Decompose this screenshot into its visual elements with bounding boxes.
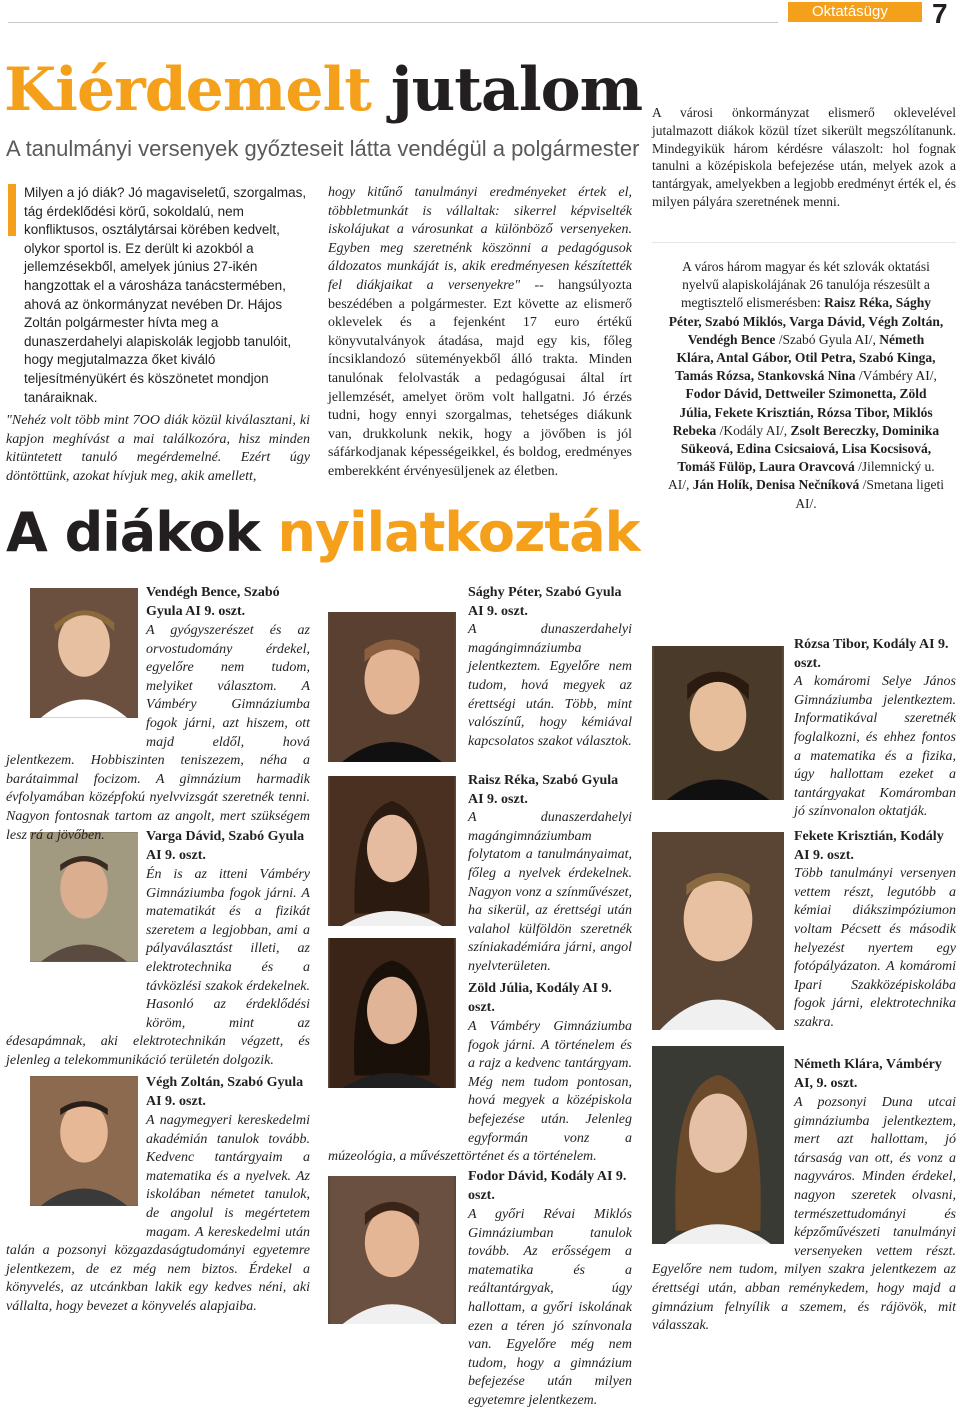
title-word-2: jutalom [390, 55, 643, 125]
student-text: A dunaszerdahelyi magángimnáziumba jelentkeztem. Egyelőre nem tudom, hová megyek az érettségi után. Több, mint valószínű, hogy kémiával kapcsolatos szakot választok. [468, 622, 632, 749]
student-name: Végh Zoltán, Szabó Gyula AI 9. oszt. [146, 1075, 304, 1109]
title-word-1: Kiérdemelt [4, 55, 372, 125]
student-text: A nagymegyeri kereskedelmi akadémián tanulok tovább. Kedvenc tantárgyaim a matematika és a nyelvek. Az iskolában németet tanulok, de angolul is megértetem magam. A kereskedelmi után talán a pozsonyi közgazdaságtudományi egyetemre jelentkezem, de ez még nem biztos. Érdekel a könyvelés, az utcánkban lakik egy kedves néni, aki vállalta, hogy bevezet a könyvelés alapjaiba. [6, 1113, 310, 1314]
winners-school-3: /Kodály AI/, [716, 422, 791, 438]
student-text: Én is az itteni Vámbéry Gimnáziumba fogok járni. A matematikát és a fizikát szeretem a legjobban, ami a pályaválasztást illeti, az elektrotechnika és a távközlési szakok érdekelnek. Hasonló az érdeklődési köröm, mint az édesapámnak, aki elektrotechnikán végzett, és jelenleg a telekommunikáció területén dolgozik. [6, 867, 310, 1068]
student-name: Raisz Réka, Szabó Gyula AI 9. oszt. [468, 773, 619, 807]
winners-group-2: Németh Klára, Antal Gábor, Otil Petra, Szabó Kinga, Tamás Rózsa, Stankovská Nina [675, 331, 936, 384]
student-text: A győri Révai Miklós Gimnáziumban tanulok tovább. Az erősségem a matematika és a reáltantárgyak, úgy hallottam, a győri iskolának ezen a téren jó színvonala van. Egyelőre még nem tudom, hogy a gimnázium befejezése után milyen egyetemre jelentkezem. [468, 1207, 632, 1408]
student-name: Vendégh Bence, Szabó Gyula AI 9. oszt. [146, 585, 280, 619]
student-vendegh-text [6, 622, 310, 845]
student-zold-block [468, 980, 632, 1017]
student-text: A pozsonyi Duna utcai gimnáziumba jelentkeztem, mert azt hallottam, jó társaság van ott, és vonz a nagyváros. Minden érdekel, nagyon szeretek olvasni, természettudományi és képzőművészeti tanulmányi versenyeken vettem részt. Egyelőre nem tudom, milyen szakra jelentkezem az érettségi után, abban reménykedem, hogy majd a gimnázium felnyílik a szemem, és rájövök, mit válasszak. [652, 1095, 956, 1334]
section-tag: Oktatásügy [788, 2, 922, 22]
float-spacer [6, 1112, 146, 1242]
student-name: Fodor Dávid, Kodály AI 9. oszt. [468, 1169, 627, 1203]
student-varga-text [6, 866, 310, 1071]
article-subtitle: A tanulmányi versenyek győzteseit látta vendégül a polgármester [6, 136, 640, 161]
student-rozsa-block [794, 636, 956, 822]
student-name: Rózsa Tibor, Kodály AI 9. oszt. [794, 637, 949, 671]
winners-group-3: Fodor Dávid, Dettweiler Szimonetta, Zöld Júlia, Fekete Krisztián, Rózsa Tibor, Miklós Rebeka [672, 386, 933, 438]
portrait-fodor-david [328, 1176, 456, 1324]
column-2-italic: hogy kitűnő tanulmányi eredményeket értek el, többletmunkát is vállaltak: sikerrel képviselték iskolájukat a városunkat a különböző versenyeken. Egyben meg szeretnénk köszönni a pedagógusok áldozatos munkáját is, akik eredményesen készítették fel diákjaikat a versenyekre" [328, 185, 632, 293]
student-fodor-text [468, 1206, 632, 1408]
student-vegh-text [6, 1112, 310, 1317]
student-fodor-block [468, 1168, 632, 1205]
header-rule [8, 22, 778, 23]
student-text: A Vámbéry Gimnáziumba fogok járni. A történelem és a rajz a kedvenc tantárgyam. Még nem tudom pontosan, hová megyek a középiskola befejezése után. Jelenleg egyformán vonz a múzeológia, a művészettörténet és a történelem. [328, 1019, 632, 1165]
float-spacer [6, 866, 146, 1016]
page-number: 7 [932, 0, 948, 29]
column-2-plain: -- hangsúlyozta beszédében a polgármester. Ezt követte az elismerő oklevelek és a fejenként 17 euro értékű könyvutalványok átadása, majd egy kis, főleg íncsiklandozó süteményekből álló trakta. Minden tanulónak felolvasták a pedagógusai által írt jellemzését, amelyet öröm volt hallgatni. Jó érzés tudni, hogy ennyi szorgalmas, tehetséges diákunk van, drukkolunk nekik, hogy a jövőben is jól sáfárkodjanak képességeikkel, és boldog, eredményes emberekként érvényesüljenek az életben. [328, 277, 632, 479]
winners-school-2: /Vámbéry AI/, [855, 368, 937, 384]
lead-paragraph: Milyen a jó diák? Jó magaviseletű, szorgalmas, tág érdeklődési körű, sokoldalú, nem konfliktusos, osztálytársai körében kedvelt, olykor sportol is. Ez derült ki azokból a jellemzésekből, amelyek június 27-ikén hangzottak el a városháza tanácstermében, ahová az önkormányzat nevében Dr. Hájos Zoltán polgármester hívta meg a dunaszerdahelyi alapiskolák legjobb tanulóit, hogy megjutalmazza őket kiváló teljesítményükért és köszönetet mondjon tanáraiknak. [24, 185, 307, 405]
article-title [4, 54, 642, 126]
article-column-2 [328, 184, 632, 482]
winners-school-5: /Smetana ligeti AI/. [795, 477, 945, 511]
winners-group-5: Ján Holík, Denisa Nečníková [692, 477, 860, 493]
portrait-raisz-reka [328, 776, 456, 926]
lead-accent-bar [8, 184, 16, 236]
student-name: Varga Dávid, Szabó Gyula AI 9. oszt. [146, 829, 305, 863]
sidebox-intro: A városi önkormányzat elismerő oklevelével jutalmazott diákok közül tízet sikerült megszólítanunk. Mindegyikük három kérdésre válaszolt: hol fognak tanulni a középiskola befejezése után, melyek azok a tantárgyak, amelyekben a legjobb eredményt érték el, és milyen pályára szeretnének menni. [652, 105, 956, 209]
float-spacer [6, 622, 146, 738]
heading-word-2: nyilatkozták [277, 501, 640, 564]
portrait-fekete-krisztian [652, 832, 784, 1030]
student-varga-block [146, 828, 310, 865]
student-name: Fekete Krisztián, Kodály AI 9. oszt. [794, 829, 944, 863]
student-text: A gyógyszerészet és az orvostudomány érdekel, egyelőre nem tudom, melyiket választom. A Vámbéry Gimnáziumba fogok járni, azt hiszem, ott majd eldől, hová jelentkezem. Hobbiszinten teniszezem, néha a barátaimmal focizom. A gimnázium harmadik évfolyamában középfokú nyelvvizsgát szeretnék tenni. Nagyon fontosnak tartom az angolt, mert szükségem lesz rá a jövőben. [6, 623, 310, 843]
float-spacer [328, 1018, 468, 1130]
student-nemeth-text [652, 1094, 956, 1334]
winners-group-4: Zsolt Bereczky, Dominika Sükeová, Edina Csicsaiová, Lisa Kocsisová, Tomáš Fülöp, Laura Oravcová [677, 422, 940, 475]
student-text: A dunaszerdahelyi magángimnáziumbam folytatom a tanulmányaimat, főleg a nyelvek érdekelnek. Nagyon vonz a színművészet, ha sikerül, az érettségi után valahol külföldön szeretnék színiakadémiára járni, angol nyelvterületen. [468, 810, 632, 974]
winners-group-1: Raisz Réka, Sághy Péter, Szabó Miklós, Varga Dávid, Végh Zoltán, Vendégh Bence [668, 295, 944, 347]
student-saghy-block [468, 584, 632, 751]
student-vendegh-block [146, 584, 310, 621]
portrait-drawing [652, 646, 784, 800]
float-spacer [652, 1094, 794, 1244]
section-heading [6, 500, 640, 566]
portrait-drawing [652, 832, 784, 1030]
student-text: A komáromi Selye János Gimnáziumba jelentkeztem. Informatikával szeretnék foglalkozni, és ehhez fontos a matematika és a fizika, úgy hallottam ezeket a tantárgyakat Komáromban jó színvonalon oktatják. [794, 674, 956, 820]
student-name: Sághy Péter, Szabó Gyula AI 9. oszt. [468, 585, 622, 619]
student-name: Zöld Júlia, Kodály AI 9. oszt. [468, 981, 612, 1015]
winners-school-4: /Jilemnický u. AI/, [668, 459, 935, 493]
sidebox-divider [652, 242, 956, 243]
portrait-drawing [328, 776, 456, 926]
portrait-drawing [328, 1176, 456, 1324]
winners-intro: A város három magyar és két szlovák oktatási nyelvű alapiskolájának 26 tanulója részesült a megtisztelő elismerésben: [680, 259, 930, 311]
student-nemeth-block [794, 1056, 956, 1093]
portrait-rozsa-tibor [652, 646, 784, 800]
student-raisz-block [468, 772, 632, 977]
student-vegh-block [146, 1074, 310, 1111]
winners-list [668, 258, 944, 513]
winners-school-1: /Szabó Gyula AI/, [775, 331, 880, 347]
quote-paragraph: "Nehéz volt több mint 7OO diák közül kiválasztani, ki kapjon meghívást a mai találkozóra, hisz minden kitüntetett tanuló megérdemelné. Ezért úgy döntöttünk, azokat hívjuk meg, akik amellett, [6, 413, 310, 484]
portrait-drawing [328, 612, 456, 762]
student-zold-text [328, 1018, 632, 1167]
heading-word-1: A diákok [6, 501, 260, 564]
student-name: Németh Klára, Vámbéry AI, 9. oszt. [794, 1057, 942, 1091]
portrait-saghy-peter [328, 612, 456, 762]
student-text: Több tanulmányi versenyen vettem részt, legutóbb a kémiai diákszimpóziumon voltam Pécsett és második helyezést nyertem egy fotópályázaton. A komáromi Ipari Szakközépiskolába fogok járni, elektrotechnika szakra. [794, 866, 956, 1030]
student-fekete-block [794, 828, 956, 1033]
